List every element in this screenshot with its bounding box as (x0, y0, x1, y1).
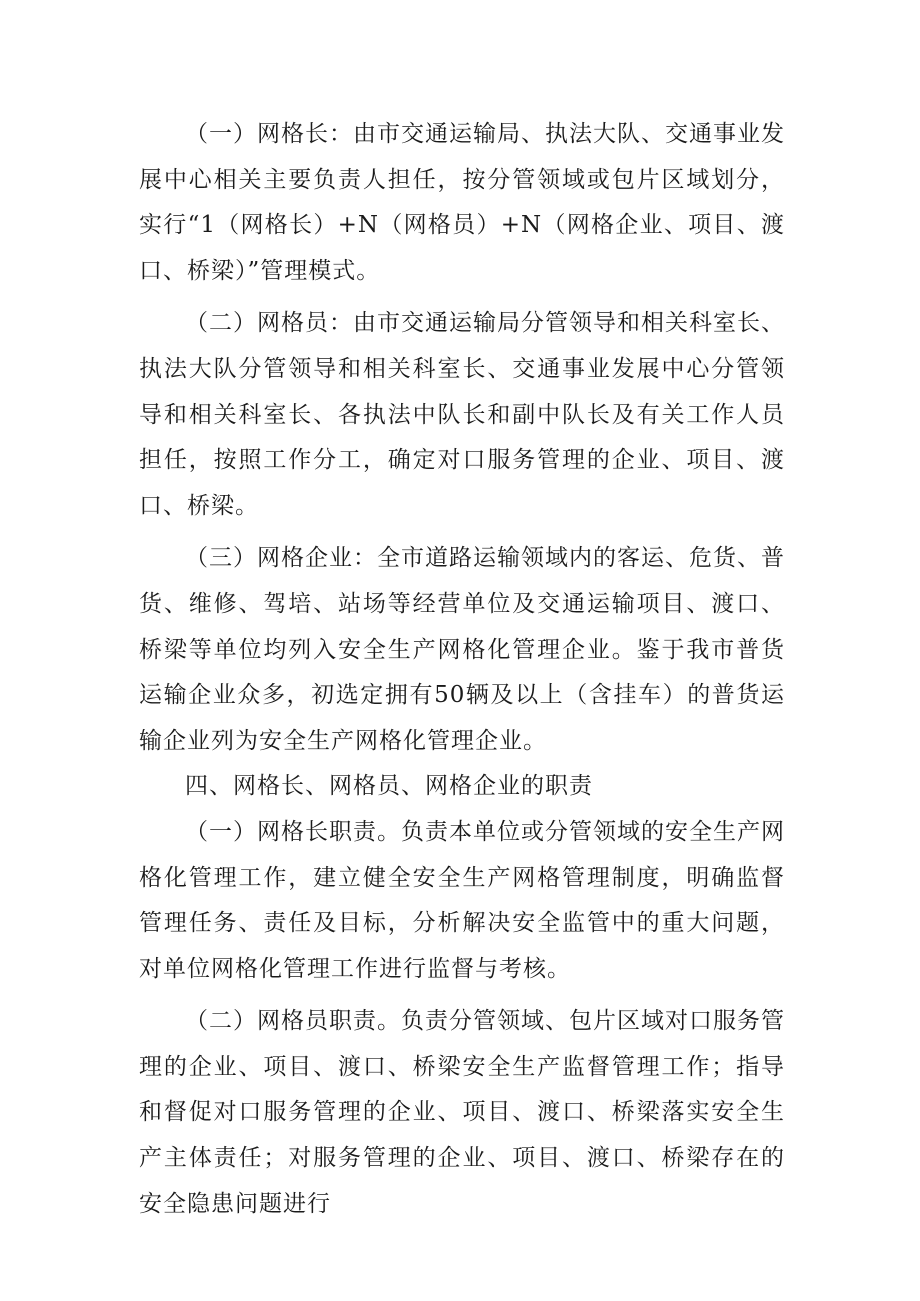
paragraph-grid-member: （二）网格员：由市交通运输局分管领导和相关科室长、执法大队分管领导和相关科室长、交通事业发展中心分管领导和相关科室长、各执法中队长和副中队长及有关工作人员担任，按照工作分工，确定对口服务管理的企业、项目、渡口、桥梁。 (139, 310, 785, 519)
document-body (139, 112, 785, 1227)
paragraph-grid-member-duties: （二）网格员职责。负责分管领域、包片区域对口服务管理的企业、项目、渡口、桥梁安全生产监督管理工作；指导和督促对口服务管理的企业、项目、渡口、桥梁落实安全生产主体责任；对服务管理的企业、项目、渡口、桥梁存在的安全隐患问题进行 (139, 1008, 785, 1217)
paragraph-grid-leader: （一）网格长：由市交通运输局、执法大队、交通事业发展中心相关主要负责人担任，按分管领域或包片区域划分，实行“1（网格长）+N（网格员）+N（网格企业、项目、渡口、桥梁）”管理模式。 (139, 121, 785, 284)
paragraph-grid-leader-duties: （一）网格长职责。负责本单位或分管领域的安全生产网格化管理工作，建立健全安全生产网格管理制度，明确监督管理任务、责任及目标，分析解决安全监管中的重大问题，对单位网格化管理工作进行监督与考核。 (139, 818, 785, 982)
section-heading-duties: 四、网格长、网格员、网格企业的职责 (185, 773, 593, 800)
paragraph-grid-enterprise: （三）网格企业：全市道路运输领域内的客运、危货、普货、维修、驾培、站场等经营单位及交通运输项目、渡口、桥梁等单位均列入安全生产网格化管理企业。鉴于我市普货运输企业众多，初选定拥有50辆及以上（含挂车）的普货运输企业列为安全生产网格化管理企业。 (139, 545, 785, 754)
